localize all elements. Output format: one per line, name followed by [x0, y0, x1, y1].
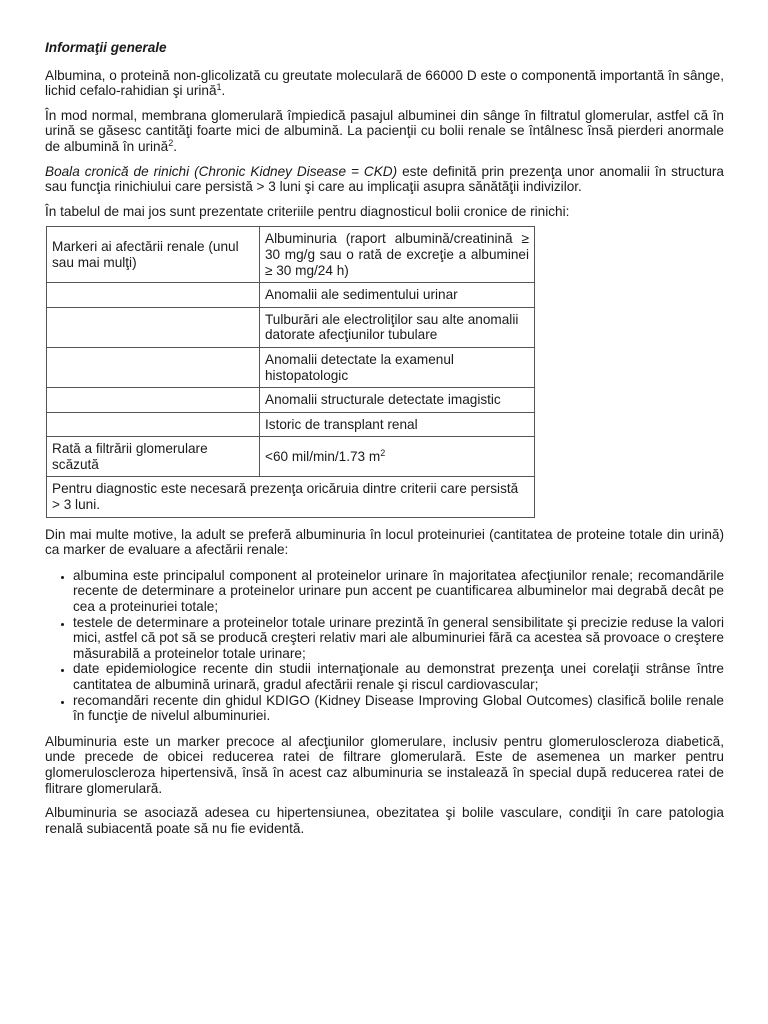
marker-label-cell: Markeri ai afectării renale (unul sau mai mulţi) — [47, 227, 260, 283]
criteria-cell: Anomalii ale sedimentului urinar — [260, 283, 535, 308]
intro-paragraph-2 — [45, 108, 724, 155]
table-row — [47, 347, 535, 387]
intro-paragraph-2-end: . — [173, 138, 177, 154]
criteria-cell: Albuminuria (raport albumină/creatinină ≥ 30 mg/g sau o rată de excreţie a albuminei ≥ 30 mg/24 h) — [260, 227, 535, 283]
empty-cell — [47, 388, 260, 413]
ckd-definition-paragraph — [45, 164, 724, 195]
list-item: • albumina este principalul component al proteinelor urinare în majoritatea afecţiunilor renale; recomandările recente de determinare a proteinelor urinare pun accent pe cuantificarea albuminelor mai degrabă decât pe cea a proteinuriei totale; — [73, 568, 724, 615]
gfr-value: <60 mil/min/1.73 m — [265, 449, 381, 465]
empty-cell — [47, 283, 260, 308]
table-intro-paragraph: În tabelul de mai jos sunt prezentate criteriile pentru diagnosticul bolii cronice de rinichi: — [45, 203, 570, 219]
section-heading: Informaţii generale — [45, 40, 167, 55]
ckd-term: Boala cronică de rinichi (Chronic Kidney Disease = CKD) — [45, 163, 398, 179]
criteria-cell: Istoric de transplant renal — [260, 412, 535, 437]
gfr-label-cell: Rată a filtrării glomerulare scăzută — [47, 437, 260, 477]
footnote-ref-1: 1 — [216, 82, 222, 93]
empty-cell — [47, 412, 260, 437]
intro-paragraph-1 — [45, 68, 724, 99]
gfr-value-cell — [260, 437, 535, 477]
list-item: • testele de determinare a proteinelor totale urinare prezintă în general sensibilitate şi precizie reduse la valori mici, astfel că pot să se producă creşteri relativ mari ale albuminuriei fără ca acestea să provoace o creştere măsurabilă a proteinelor totale urinare; — [73, 615, 724, 662]
intro-paragraph-1-text: Albumina, o proteină non-glicolizată cu greutate moleculară de 66000 D este o componentă importantă în sânge, lichid cefalo-rahidian şi urină — [45, 67, 724, 99]
table-row — [47, 283, 535, 308]
empty-cell — [47, 347, 260, 387]
gfr-unit-superscript: 2 — [380, 448, 386, 459]
list-item: • recomandări recente din ghidul KDIGO (Kidney Disease Improving Global Outcomes) clasifică bolile renale în funcţie de nivelul albuminuriei. — [73, 693, 724, 724]
table-row — [47, 477, 535, 517]
document-page — [45, 40, 724, 845]
reasons-list — [45, 568, 724, 724]
table-row — [47, 307, 535, 347]
ckd-definition-text: este definită prin prezenţa unor anomalii în structura sau funcţia rinichiului care persistă > 3 luni şi care au implicaţii asupra sănătăţii indivizilor. — [45, 163, 724, 195]
table-row — [47, 388, 535, 413]
footnote-ref-2: 2 — [168, 137, 174, 148]
empty-cell — [47, 307, 260, 347]
table-row — [47, 412, 535, 437]
intro-paragraph-2-text: În mod normal, membrana glomerulară împiedică pasajul albuminei din sânge în filtratul glomerular, astfel că în urină se găsesc cantităţi foarte mici de albumină. La pacienţii cu bolii renale se întâlnesc însă pierderi anormale de albumină în urină — [45, 107, 724, 154]
albuminuria-preference-paragraph: Din mai multe motive, la adult se preferă albuminuria în locul proteinuriei (cantitatea de proteine totale din urină) ca marker de evaluare a afectării renale: — [45, 526, 724, 558]
table-footer-cell: Pentru diagnostic este necesară prezenţa oricăruia dintre criterii care persistă > 3 luni. — [47, 477, 535, 517]
table-row — [47, 227, 535, 283]
early-marker-paragraph: Albuminuria este un marker precoce al afecţiunilor glomerulare, inclusiv pentru glomeruloscleroza diabetică, unde precede de obicei reducerea ratei de filtrare glomerulară. Este de asemenea un marker pentru glomeruloscleroza hipertensivă, însă în acest caz albuminuria se instalează în special după reducerea ratei de flitrare glomerulară. — [45, 733, 724, 796]
table-row — [47, 437, 535, 477]
criteria-cell: Tulburări ale electroliţilor sau alte anomalii datorate afecţiunilor tubulare — [260, 307, 535, 347]
criteria-cell: Anomalii detectate la examenul histopatologic — [260, 347, 535, 387]
intro-paragraph-1-end: . — [221, 83, 226, 99]
list-item: • date epidemiologice recente din studii internaţionale au demonstrat prezenţa unei corelaţii strânse între cantitatea de albumină urinară, gradul afectării renale şi riscul cardiovascular; — [73, 661, 724, 692]
criteria-cell: Anomalii structurale detectate imagistic — [260, 388, 535, 413]
ckd-criteria-table — [46, 226, 535, 517]
associations-paragraph: Albuminuria se asociază adesea cu hipertensiunea, obezitatea şi bolile vasculare, condiţii în care patologia renală subiacentă poate să nu fie evidentă. — [45, 805, 724, 836]
